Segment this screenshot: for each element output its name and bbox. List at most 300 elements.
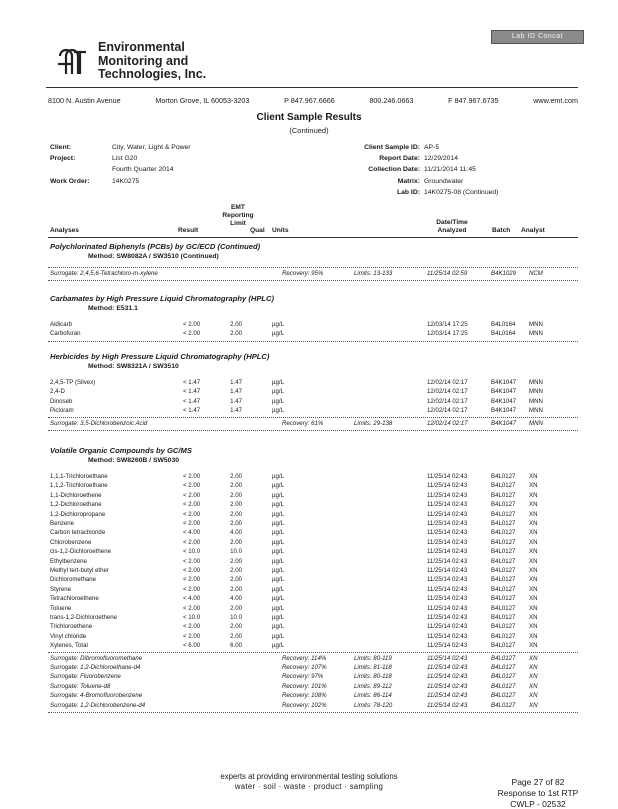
date-analyzed: 12/02/14 02:17 — [427, 407, 468, 415]
result-value: < 1.47 — [183, 388, 201, 396]
analyte-name: Vinyl chloride — [50, 632, 87, 640]
collection-date-value: 11/21/2014 11:45 — [424, 166, 476, 174]
table-row — [50, 519, 578, 528]
address-city: Morton Grove, IL 60053-3203 — [155, 96, 250, 105]
batch-id: B4L0127 — [491, 692, 516, 700]
units: µg/L — [272, 623, 284, 631]
table-row — [50, 604, 578, 613]
analyte-name: 1,1,1-Trichloroethane — [50, 473, 108, 480]
reporting-limit: 2.00 — [230, 501, 242, 509]
surrogate-limits: Limits: 86-114 — [354, 692, 392, 700]
analyst: XN — [529, 682, 538, 690]
units: µg/L — [272, 330, 284, 338]
analyst: MNN — [529, 397, 543, 405]
surrogate-limits: Limits: 80-118 — [354, 673, 392, 681]
analyst: XN — [529, 567, 538, 574]
batch-id: B4L0164 — [491, 321, 516, 328]
analyst: XN — [529, 482, 538, 490]
company-name — [98, 41, 206, 82]
analyte-name: 1,2-Dichloropropane — [50, 510, 106, 518]
labid-label: Lab ID: — [396, 188, 420, 196]
date-analyzed: 11/25/14 02:43 — [427, 548, 468, 556]
surrogate-row — [50, 682, 578, 691]
units: µg/L — [272, 538, 284, 546]
analyte-name: cis-1,2-Dichloroethene — [50, 548, 111, 556]
batch-id: B4L0127 — [491, 567, 516, 574]
reporting-limit: 2.00 — [230, 321, 242, 328]
reporting-limit: 2.00 — [230, 491, 242, 499]
surrogate-row — [50, 672, 578, 681]
surrogate-recovery: Recovery: 101% — [282, 682, 327, 690]
reporting-limit: 1.47 — [230, 397, 242, 405]
result-value: < 2.00 — [183, 330, 201, 338]
surrogate-recovery: Recovery: 97% — [282, 673, 324, 681]
col-limit: Limit — [230, 220, 246, 227]
reporting-limit: 2.00 — [230, 557, 242, 565]
batch-id: B4L0127 — [491, 482, 516, 490]
page-subtitle: (Continued) — [289, 126, 329, 135]
result-value: < 2.00 — [183, 623, 201, 631]
date-analyzed: 11/25/14 02:43 — [427, 595, 468, 603]
reporting-limit: 2.00 — [230, 623, 242, 631]
batch-id: B4L0127 — [491, 473, 516, 480]
analyte-name: 2,4-D — [50, 388, 65, 396]
table-row — [50, 594, 578, 603]
result-value: < 2.00 — [183, 482, 201, 490]
reporting-limit: 2.00 — [230, 585, 242, 593]
reporting-limit: 4.00 — [230, 595, 242, 603]
analyte-name: 1,1-Dichloroethene — [50, 491, 102, 499]
table-row — [50, 320, 578, 329]
table-row — [50, 472, 578, 481]
analyte-name: Carbofuran — [50, 330, 81, 338]
batch-id: B4L0127 — [491, 673, 516, 681]
date-analyzed: 11/25/14 02:43 — [427, 623, 468, 631]
batch-id: B4L0127 — [491, 654, 516, 662]
surrogate-limits: Limits: 13-133 — [354, 270, 393, 277]
units: µg/L — [272, 614, 284, 621]
date-analyzed: 11/25/14 02:43 — [427, 510, 468, 518]
address-street: 8100 N. Austin Avenue — [48, 96, 121, 105]
date-analyzed: 12/02/14 02:17 — [427, 379, 468, 386]
date-analyzed: 11/25/14 02:43 — [427, 529, 468, 537]
reporting-limit: 2.00 — [230, 538, 242, 546]
batch-id: B4L0127 — [491, 701, 516, 709]
date-analyzed: 11/25/14 02:43 — [427, 664, 468, 671]
date-analyzed: 11/25/14 02:43 — [427, 654, 468, 662]
analyte-name: Carbon tetrachloride — [50, 529, 106, 537]
company-line-1: Environmental — [98, 40, 185, 54]
date-analyzed: 11/25/14 02:43 — [427, 520, 468, 527]
units: µg/L — [272, 576, 284, 584]
table-row — [50, 538, 578, 547]
workorder-label: Work Order: — [50, 177, 90, 185]
batch-id: B4L0127 — [491, 585, 516, 593]
batch-id: B4K1047 — [491, 419, 517, 427]
column-header-qual: Qual — [250, 227, 265, 234]
surrogate-recovery: Recovery: 114% — [282, 654, 327, 662]
section-divider — [48, 430, 578, 431]
table-row — [50, 585, 578, 594]
analyte-name: Ethylbenzene — [50, 557, 87, 565]
result-value: < 2.00 — [183, 491, 201, 499]
units: µg/L — [272, 632, 284, 640]
units: µg/L — [272, 567, 284, 574]
analyst: XN — [529, 585, 538, 593]
analyst: XN — [529, 520, 538, 527]
batch-id: B4L0127 — [491, 538, 516, 546]
column-header-result: Result — [178, 227, 199, 234]
units: µg/L — [272, 585, 284, 593]
date-analyzed: 12/02/14 02:17 — [427, 397, 468, 405]
section-title: Polychlorinated Biphenyls (PCBs) by GC/ECD (Continued) — [50, 242, 261, 251]
column-header-divider — [48, 237, 578, 238]
reporting-limit: 6.00 — [230, 642, 242, 650]
table-row — [50, 613, 578, 622]
date-analyzed: 11/25/14 02:43 — [427, 473, 468, 480]
batch-id: B4L0127 — [491, 576, 516, 584]
result-value: < 1.47 — [183, 407, 201, 415]
address-bar — [48, 96, 578, 105]
column-header-analyses: Analyses — [50, 227, 79, 234]
date-analyzed: 12/03/14 17:25 — [427, 321, 468, 328]
date-analyzed: 12/02/14 02:17 — [427, 388, 468, 396]
column-header-reporting-limit — [218, 204, 258, 228]
analyte-name: 1,1,2-Trichloroethane — [50, 482, 108, 490]
batch-id: B4L0127 — [491, 664, 516, 671]
reporting-limit: 2.00 — [230, 576, 242, 584]
analyst: XN — [529, 595, 538, 603]
address-web: www.emt.com — [533, 96, 578, 105]
batch-id: B4L0164 — [491, 330, 516, 338]
units: µg/L — [272, 491, 284, 499]
date-analyzed: 11/25/14 02:59 — [427, 270, 468, 277]
project-value: List G20 — [112, 155, 138, 163]
analyst: MNN — [529, 407, 543, 415]
batch-id: B4K1029 — [491, 270, 517, 277]
sampleid-value: AP-5 — [424, 144, 440, 151]
table-row — [50, 575, 578, 584]
date-analyzed: 11/25/14 02:43 — [427, 701, 468, 709]
batch-id: B4L0127 — [491, 491, 516, 499]
surrogate-divider — [48, 267, 578, 268]
result-value: < 2.00 — [183, 510, 201, 518]
sampleid-label: Client Sample ID: — [364, 144, 420, 151]
batch-id: B4L0127 — [491, 632, 516, 640]
document-id: CWLP - 02532 — [510, 799, 566, 809]
analyst: XN — [529, 701, 538, 709]
result-value: < 2.00 — [183, 520, 201, 527]
date-analyzed: 11/25/14 02:43 — [427, 482, 468, 490]
batch-id: B4L0127 — [491, 595, 516, 603]
surrogate-limits: Limits: 81-118 — [354, 664, 392, 671]
section-method: Method: SW8321A / SW3510 — [88, 363, 179, 370]
units: µg/L — [272, 501, 284, 509]
column-header-date-analyzed — [432, 219, 472, 235]
footer-services: water · soil · waste · product · sampling — [234, 782, 384, 791]
reporting-limit: 1.47 — [230, 388, 242, 396]
report-date-value: 12/29/2014 — [424, 155, 459, 163]
analyte-name: Dichloromethane — [50, 576, 97, 584]
company-line-3: Technologies, Inc. — [98, 67, 207, 81]
analyst: XN — [529, 673, 538, 681]
analyst: MNN — [529, 321, 543, 328]
column-header-units: Units — [272, 227, 289, 234]
response-label: Response to 1st RTP — [497, 788, 579, 798]
analyte-name: 1,2-Dichloroethane — [50, 501, 102, 509]
batch-id: B4L0127 — [491, 614, 516, 621]
reporting-limit: 10.0 — [230, 548, 242, 556]
batch-id: B4K1047 — [491, 397, 517, 405]
batch-id: B4L0127 — [491, 557, 516, 565]
info-left-labels — [50, 142, 100, 187]
surrogate-name: Surrogate: 2,4,5,6-Tetrachloro-m-xylene — [50, 270, 158, 277]
units: µg/L — [272, 529, 284, 537]
table-row — [50, 491, 578, 500]
analyst: XN — [529, 538, 538, 546]
emt-logo-icon — [56, 44, 90, 78]
units: µg/L — [272, 604, 284, 612]
info-right-values — [424, 142, 574, 198]
batch-id: B4L0127 — [491, 604, 516, 612]
reporting-limit: 1.47 — [230, 379, 242, 386]
reporting-limit: 2.00 — [230, 330, 242, 338]
surrogate-row — [50, 663, 578, 672]
surrogate-name: Surrogate: 4-Bromofluorobenzene — [50, 692, 143, 700]
analyte-name: Trichloroethene — [50, 623, 93, 631]
section-divider — [48, 280, 578, 281]
labid-value: 14K0275-08 (Continued) — [424, 188, 499, 196]
result-value: < 10.0 — [183, 548, 201, 556]
reporting-limit: 2.00 — [230, 482, 242, 490]
date-analyzed: 11/25/14 02:43 — [427, 642, 468, 650]
table-row — [50, 387, 578, 396]
page-number: Page 27 of 82 — [511, 777, 565, 787]
units: µg/L — [272, 397, 284, 405]
analyst: XN — [529, 501, 538, 509]
info-right-labels — [330, 142, 420, 198]
analyte-name: Dinoseb — [50, 397, 73, 405]
analyte-name: Xylenes, Total — [50, 642, 88, 650]
analyst: MNN — [529, 379, 543, 386]
surrogate-limits: Limits: 80-119 — [354, 654, 392, 662]
table-row — [50, 641, 578, 650]
analyte-name: Styrene — [50, 585, 72, 593]
date-analyzed: 11/25/14 02:43 — [427, 576, 468, 584]
date-analyzed: 11/25/14 02:43 — [427, 557, 468, 565]
table-row — [50, 378, 578, 387]
date-analyzed: 11/25/14 02:43 — [427, 567, 468, 574]
result-value: < 2.00 — [183, 538, 201, 546]
analyst: XN — [529, 576, 538, 584]
table-row — [50, 566, 578, 575]
date-analyzed: 11/25/14 02:43 — [427, 538, 468, 546]
table-row — [50, 406, 578, 415]
units: µg/L — [272, 388, 284, 396]
section-title: Herbicides by High Pressure Liquid Chromatography (HPLC) — [50, 352, 270, 361]
table-row — [50, 528, 578, 537]
analyte-name: Chlorobenzene — [50, 538, 92, 546]
batch-id: B4L0127 — [491, 520, 516, 527]
reporting-limit: 1.47 — [230, 407, 242, 415]
client-label: Client: — [50, 144, 72, 151]
analyst: MNN — [529, 419, 543, 427]
surrogate-divider — [48, 652, 578, 653]
result-value: < 4.00 — [183, 595, 201, 603]
table-row — [50, 500, 578, 509]
surrogate-row — [50, 701, 578, 710]
lab-stamp: Lab ID Concat — [491, 30, 584, 44]
units: µg/L — [272, 548, 284, 556]
reporting-limit: 2.00 — [230, 632, 242, 640]
surrogate-name: Surrogate: 1,2-Dichloroethane-d4 — [50, 664, 141, 671]
units: µg/L — [272, 595, 284, 603]
surrogate-limits: Limits: 78-120 — [354, 701, 393, 709]
surrogate-recovery: Recovery: 61% — [282, 419, 324, 427]
result-value: < 2.00 — [183, 321, 201, 328]
col-analyzed: Analyzed — [437, 227, 467, 234]
surrogate-row — [50, 691, 578, 700]
batch-id: B4K1047 — [491, 388, 517, 396]
surrogate-divider — [48, 417, 578, 418]
batch-id: B4K1047 — [491, 379, 517, 386]
matrix-label: Matrix: — [397, 177, 420, 185]
surrogate-name: Surrogate: Dibromofluoromethane — [50, 654, 143, 662]
page-title: Client Sample Results — [256, 112, 362, 123]
analyst: XN — [529, 548, 538, 556]
reporting-limit: 10.0 — [230, 614, 242, 621]
date-analyzed: 11/25/14 02:43 — [427, 692, 468, 700]
surrogate-row — [50, 654, 578, 663]
section-method: Method: SW8260B / SW5030 — [88, 457, 180, 464]
reporting-limit: 2.00 — [230, 520, 242, 527]
analyte-name: Aldicarb — [50, 321, 73, 328]
matrix-value: Groundwater — [424, 177, 464, 185]
analyte-name: Benzene — [50, 520, 75, 527]
result-value: < 1.47 — [183, 397, 201, 405]
batch-id: B4K1047 — [491, 407, 517, 415]
surrogate-name: Surrogate: 3,5-Dichlorobenzoic Acid — [50, 419, 148, 427]
table-row — [50, 481, 578, 490]
units: µg/L — [272, 510, 284, 518]
result-value: < 2.00 — [183, 576, 201, 584]
reporting-limit: 2.00 — [230, 510, 242, 518]
analyst: XN — [529, 664, 538, 671]
header-divider — [46, 87, 578, 88]
analyte-name: Methyl tert-butyl ether — [50, 567, 109, 574]
batch-id: B4L0127 — [491, 642, 516, 650]
table-row — [50, 329, 578, 338]
analyst: MNN — [529, 388, 543, 396]
date-analyzed: 11/25/14 02:43 — [427, 604, 468, 612]
date-analyzed: 11/25/14 02:43 — [427, 673, 468, 681]
surrogate-limits: Limits: 89-112 — [354, 682, 392, 690]
analyst: XN — [529, 642, 538, 650]
batch-id: B4L0127 — [491, 510, 516, 518]
analyte-name: Toluene — [50, 604, 72, 612]
analyst: XN — [529, 604, 538, 612]
info-left-values — [112, 142, 272, 187]
reporting-limit: 2.00 — [230, 604, 242, 612]
analyte-name: 2,4,5-TP (Silvex) — [50, 379, 96, 386]
surrogate-recovery: Recovery: 102% — [282, 701, 327, 709]
result-value: < 2.00 — [183, 632, 201, 640]
units: µg/L — [272, 642, 284, 650]
surrogate-name: Surrogate: Fluorobenzene — [50, 673, 121, 681]
section-divider — [48, 341, 578, 342]
analyst: XN — [529, 557, 538, 565]
section-title: Volatile Organic Compounds by GC/MS — [50, 446, 192, 455]
analyst: XN — [529, 473, 538, 480]
units: µg/L — [272, 321, 284, 328]
company-line-2: Monitoring and — [98, 53, 189, 68]
date-analyzed: 11/25/14 02:43 — [427, 682, 468, 690]
section-method: Method: E531.1 — [88, 305, 138, 312]
result-value: < 2.00 — [183, 604, 201, 612]
result-value: < 2.00 — [183, 585, 201, 593]
reporting-limit: 2.00 — [230, 473, 242, 480]
analyst: XN — [529, 491, 538, 499]
batch-id: B4L0127 — [491, 501, 516, 509]
surrogate-row — [50, 269, 578, 278]
result-value: < 1.47 — [183, 379, 201, 386]
footer-tagline: experts at providing environmental testing solutions — [220, 772, 398, 781]
units: µg/L — [272, 407, 284, 415]
analyst: XN — [529, 510, 538, 518]
section-divider — [48, 712, 578, 713]
units: µg/L — [272, 379, 284, 386]
table-row — [50, 622, 578, 631]
surrogate-recovery: Recovery: 107% — [282, 664, 327, 671]
col-emt: EMT — [231, 204, 245, 211]
address-tollfree: 800.246.0663 — [369, 96, 414, 105]
surrogate-recovery: Recovery: 95% — [282, 270, 324, 277]
address-phone: P 847.967.6666 — [284, 96, 335, 105]
result-value: < 10.0 — [183, 614, 201, 621]
surrogate-limits: Limits: 29-138 — [354, 419, 393, 427]
client-value: City, Water, Light & Power — [112, 144, 191, 151]
analyst: XN — [529, 623, 538, 631]
date-analyzed: 11/25/14 02:43 — [427, 501, 468, 509]
units: µg/L — [272, 473, 284, 480]
batch-id: B4L0127 — [491, 682, 516, 690]
date-analyzed: 12/02/14 02:17 — [427, 419, 468, 427]
surrogate-recovery: Recovery: 108% — [282, 692, 327, 700]
analyst: XN — [529, 692, 538, 700]
reporting-limit: 2.00 — [230, 567, 242, 574]
batch-id: B4L0127 — [491, 548, 516, 556]
analyte-name: Tetrachloroethene — [50, 595, 99, 603]
analyst: XN — [529, 614, 538, 621]
project-label: Project: — [50, 155, 76, 163]
result-value: < 2.00 — [183, 567, 201, 574]
column-header-analyst: Analyst — [521, 227, 545, 234]
section-title: Carbamates by High Pressure Liquid Chromatography (HPLC) — [50, 294, 275, 303]
surrogate-row — [50, 419, 578, 428]
result-value: < 2.00 — [183, 557, 201, 565]
analyte-name: Picloram — [50, 407, 74, 415]
date-analyzed: 11/25/14 02:43 — [427, 614, 468, 621]
project-value-2: Fourth Quarter 2014 — [112, 166, 174, 174]
analyst: XN — [529, 654, 538, 662]
result-value: < 2.00 — [183, 473, 201, 480]
analyst: XN — [529, 632, 538, 640]
batch-id: B4L0127 — [491, 529, 516, 537]
workorder-value: 14K0275 — [112, 177, 140, 185]
col-datetime: Date/Time — [436, 219, 468, 226]
reporting-limit: 4.00 — [230, 529, 242, 537]
result-value: < 4.00 — [183, 529, 201, 537]
